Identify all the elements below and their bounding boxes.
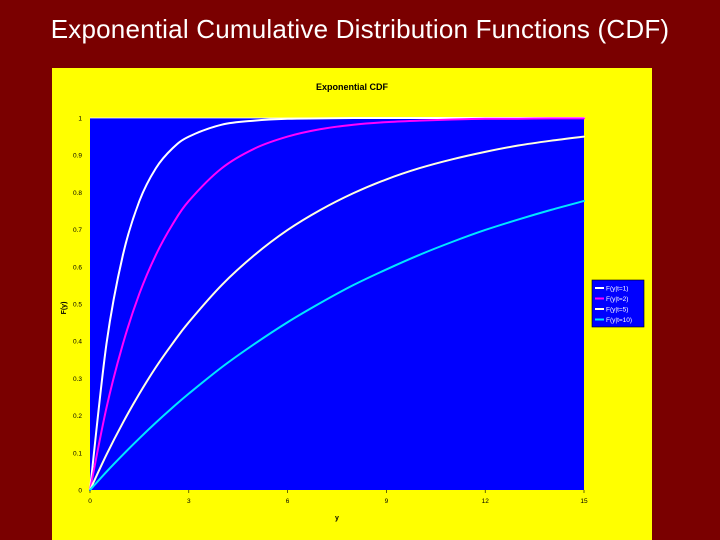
- y-axis-title: F(y): [61, 301, 68, 315]
- chart-frame: [52, 68, 652, 540]
- x-tick-label: 6: [285, 498, 290, 505]
- legend-label-1: F(y|t=1): [606, 285, 629, 293]
- slide-title: Exponential Cumulative Distribution Functions (CDF): [50, 14, 670, 44]
- x-tick-label: 15: [580, 498, 588, 505]
- y-tick-label: 0.1: [72, 450, 82, 458]
- y-tick-label: 0.9: [72, 152, 82, 160]
- x-tick-label: 12: [481, 498, 489, 505]
- y-tick-label: 0.8: [72, 189, 82, 197]
- exponential-cdf-chart: [52, 68, 652, 540]
- y-tick-label: 1: [78, 115, 82, 123]
- legend-label-4: F(y|t=10): [606, 316, 633, 324]
- y-tick-label: 0.4: [72, 338, 82, 346]
- y-tick-label: 0.2: [72, 413, 82, 421]
- x-tick-label: 0: [88, 498, 92, 505]
- legend: [592, 280, 644, 327]
- y-tick-label: 0.6: [72, 264, 82, 272]
- x-tick-label: 9: [384, 498, 389, 505]
- y-tick-label: 0.5: [72, 301, 82, 309]
- y-tick-label: 0.3: [72, 375, 82, 383]
- y-tick-label: 0: [78, 487, 82, 495]
- x-axis-title: y: [335, 515, 339, 522]
- plot-area: [90, 118, 584, 490]
- legend-label-2: F(y|t=2): [606, 295, 629, 303]
- y-tick-label: 0.7: [72, 227, 82, 235]
- x-tick-label: 3: [186, 498, 191, 505]
- legend-label-3: F(y|t=5): [606, 306, 629, 314]
- chart-title: Exponential CDF: [315, 82, 389, 92]
